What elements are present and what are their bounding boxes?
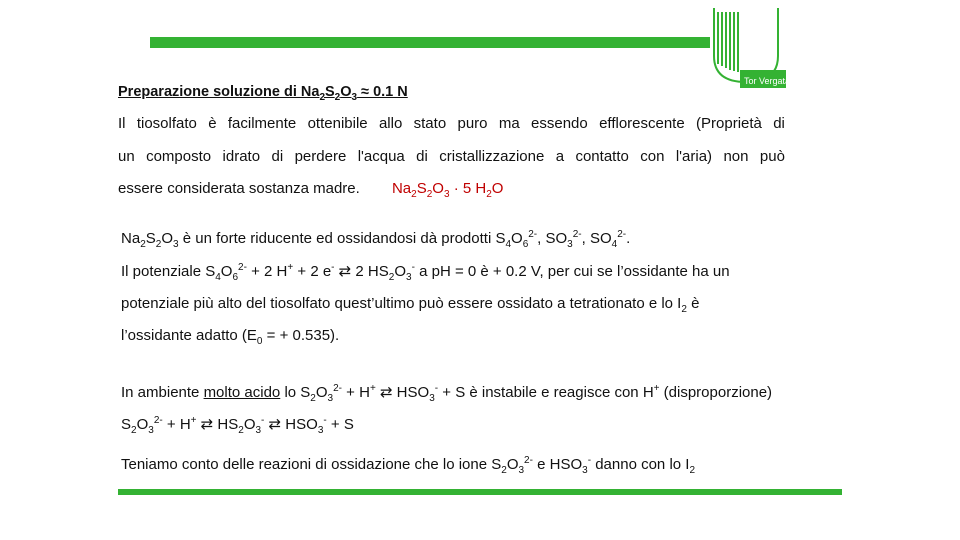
word: allo <box>378 115 403 132</box>
word: facilmente <box>227 115 297 132</box>
word: cristallizzazione <box>439 148 545 165</box>
bottom-green-bar <box>118 489 842 495</box>
slide-title: Preparazione soluzione di $Na_2S_2O_3 \approx 0.1$ N <box>118 84 408 103</box>
paragraph-line-6: potenziale più alto del tiosolfato quest’ultimo può essere ossidato a tetrationato e lo $I_2$ è <box>121 295 700 315</box>
svg-text:Tor Vergata: Tor Vergata <box>744 76 786 86</box>
paragraph-line-5: Il potenziale $S_4O_6^{2-} + 2$ H+ + 2 e- ⇄ 2 $HS_2O_3^-$ a pH = 0 è + 0.2 V, per cui se l’ossidante ha un <box>121 262 730 283</box>
word: puro <box>457 115 488 132</box>
paragraph-line-7: l’ossidante adatto ($E_0$ = + 0.535). <box>121 327 340 347</box>
paragraph-line-10: Teniamo conto delle reazioni di ossidazione che lo ione $S_2O_3^{2-}$ e $HSO_3^-$ danno con lo $I_2$ <box>121 455 696 476</box>
word: a <box>555 148 565 165</box>
paragraph-line-4: $Na_2S_2O_3$ è un forte riducente ed ossidandosi dà prodotti $S_4O_6^{2-}$, $SO_3^{2-}$, $SO_4^{2-}$. <box>121 229 631 250</box>
word: un <box>118 148 135 165</box>
hydrate-formula: $Na_2S_2O_3 \cdot 5$ $H_2O$ <box>391 180 504 200</box>
paragraph-line-2 <box>118 148 785 166</box>
word: con <box>640 148 665 165</box>
word: stato <box>413 115 447 132</box>
word: di <box>773 115 785 132</box>
word: non <box>723 148 749 165</box>
word: idrato <box>222 148 261 165</box>
paragraph-line-1 <box>118 115 785 133</box>
logo-graphic <box>706 8 786 90</box>
word: l'acqua <box>357 148 405 165</box>
word: di <box>416 148 428 165</box>
word: ma <box>498 115 520 132</box>
word: contatto <box>575 148 629 165</box>
word: tiosolfato <box>136 115 197 132</box>
word: Il <box>118 115 126 132</box>
paragraph-line-8: In ambiente molto acido lo $S_2O_3^{2-} + H^+$ ⇄ $HSO_3^- + S$ è instabile e reagisce con H+ (disproporzione) <box>121 383 773 404</box>
word: efflorescente <box>599 115 685 132</box>
word: essendo <box>531 115 588 132</box>
word: composto <box>146 148 212 165</box>
word: l'aria) <box>675 148 713 165</box>
word: è <box>208 115 217 132</box>
top-green-bar <box>150 37 710 48</box>
paragraph-line-9: $S_2O_3^{2-} + H^+$ ⇄ $HS_2O_3^-$ ⇄ $HSO_3^- + S$ <box>121 415 354 436</box>
word: può <box>759 148 785 165</box>
word: perdere <box>294 148 347 165</box>
university-logo <box>706 8 786 90</box>
paragraph-line-3: essere considerata sostanza madre. $Na_2S_2O_3 \cdot 5$ $H_2O$ <box>118 180 504 200</box>
word: (Proprietà <box>696 115 762 132</box>
word: ottenibile <box>307 115 368 132</box>
word: di <box>271 148 284 165</box>
